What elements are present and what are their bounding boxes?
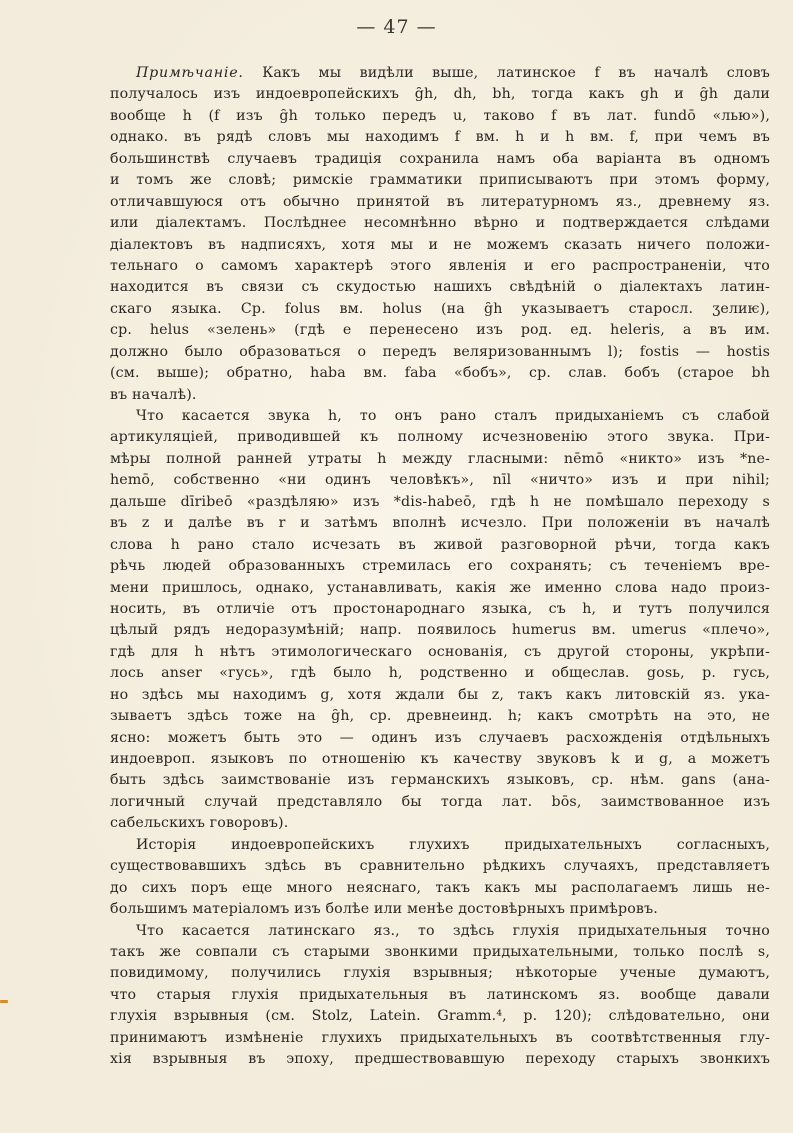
text-line: скаго языка. Ср. folus вм. holus (на g̑h указываетъ старосл. ʒелиѥ),	[110, 300, 770, 317]
text-line: принимаютъ измѣненіе глухихъ придыхательныхъ въ соотвѣтственныя глу-	[110, 1029, 770, 1046]
text-line: индоевроп. языковъ по отношенію къ качеству звуковъ k и g, а можетъ	[110, 751, 770, 767]
text-line: отличавшуюся отъ обычно принятой въ литературномъ яз., древнему яз.	[110, 193, 770, 210]
text-line: артикуляціей, приводившей къ полному исчезновенію этого звука. При-	[110, 429, 770, 446]
text-line: (см. выше); обратно, haba вм. faba «бобъ», ср. слав. бобъ (старое bh	[110, 365, 770, 382]
text-line: hemō, собственно «ни одинъ человѣкъ», nīl «ничто» изъ и при nihil;	[110, 472, 770, 489]
text-line: ясно: можетъ быть это — одинъ изъ случаевъ расхожденія отдѣльныхъ	[110, 729, 770, 746]
text-line: Что касается звука h, то онъ рано сталъ придыханіемъ съ слабой	[136, 408, 770, 424]
text-line: Исторія индоевропейскихъ глухихъ придыхательныхъ согласныхъ,	[136, 836, 770, 853]
text-line: носить, въ отличіе отъ простонароднаго языка, съ h, и тутъ получился	[110, 600, 770, 617]
text-line: сабельскихъ говоровъ).	[110, 815, 289, 832]
text-line: ср. helus «зелень» (гдѣ е перенесено изъ род. ед. heleris, а въ им.	[110, 322, 770, 339]
text-line: зываетъ здѣсь тоже на g̑h, ср. древнеинд. h; какъ смотрѣть на это, не	[110, 708, 770, 725]
text-line: вообще h (f изъ g̑h только передъ u, таково f въ лат. fundō «лью»),	[110, 107, 770, 124]
text-line: большимъ матеріаломъ изъ болѣе или менѣе достовѣрныхъ примѣровъ.	[110, 901, 658, 918]
text-line: Что касается латинскаго яз., то здѣсь глухія придыхательныя точно	[136, 922, 770, 939]
margin-mark	[0, 1000, 8, 1003]
text-line: существовавшихъ здѣсь въ сравнительно рѣдкихъ случаяхъ, представляетъ	[110, 858, 770, 875]
text-line: быть здѣсь заимствованіе изъ германскихъ языковъ, ср. нѣм. gans (ана-	[110, 772, 770, 789]
text-line: однако. въ рядѣ словъ мы находимъ f вм. h и h вм. f, при чемъ въ	[110, 129, 770, 146]
text-line: лось anser «гусь», гдѣ было h, родственно и общеслав. gosь, р. гусь,	[110, 665, 770, 682]
text-line: слова h рано стало исчезать въ живой разговорной рѣчи, тогда какъ	[110, 536, 770, 553]
text-line: большинствѣ случаевъ традиція сохранила намъ оба варіанта въ одномъ	[110, 150, 770, 167]
text-line: діалектовъ въ надписяхъ, хотя мы и не можемъ сказать ничего положи-	[110, 236, 770, 253]
text-line: гдѣ для h нѣтъ этимологическаго основанія, съ другой стороны, укрѣпи-	[110, 643, 770, 660]
text-line: такъ же совпали съ старыми звонкими придыхательными, только послѣ s,	[110, 943, 770, 960]
text-line: мѣры полной ранней утраты h между гласными: nēmō «никто» изъ *ne-	[110, 450, 770, 467]
text-line: тельнаго о самомъ характерѣ этого явленія и его распространеніи, что	[110, 257, 770, 274]
text-line: глухія взрывныя (см. Stolz, Latein. Gramm.⁴, p. 120); слѣдовательно, они	[110, 1008, 770, 1025]
text-line: и томъ же словѣ; римскіе грамматики приписываютъ при этомъ форму,	[110, 172, 770, 189]
text-line: находится въ связи съ скудостью нашихъ свѣдѣній о діалектахъ латин-	[110, 279, 770, 296]
text-line: должно было образоваться о передъ веляризованнымъ l); fostis — hostis	[110, 343, 770, 360]
text-line: Примѣчаніе. Какъ мы видѣли выше, латинское f въ началѣ словъ	[136, 65, 770, 81]
note-heading: Примѣчаніе.	[136, 65, 244, 81]
text-line: рѣчь людей образованныхъ стремилась его сохранять; съ теченіемъ вре-	[110, 558, 770, 575]
text-line: цѣлый рядъ недоразумѣній; напр. появилось humerus вм. umerus «плечо»,	[110, 622, 770, 639]
text-line: но здѣсь мы находимъ g, хотя ждали бы z, такъ какъ литовскій яз. ука-	[110, 686, 770, 703]
text-line: мени пришлось, однако, устанавливать, какія же именно слова надо произ-	[110, 579, 770, 596]
text-line: въ началѣ).	[110, 386, 197, 403]
text-body	[110, 63, 770, 1071]
text-line: хія взрывныя въ эпоху, предшествовавшую переходу старыхъ звонкихъ	[110, 1051, 770, 1068]
page-number: — 47 —	[356, 16, 437, 38]
text-line: въ z и далѣе въ r и затѣмъ вполнѣ исчезло. При положеніи въ началѣ	[110, 515, 770, 532]
text-line: дальше dīribeō «раздѣляю» изъ *dis-habeō, гдѣ h не помѣшало переходу s	[110, 493, 770, 510]
text-line: до сихъ поръ еще много неяснаго, такъ какъ мы располагаемъ лишь не-	[110, 879, 770, 896]
text-line: логичный случай представляло бы тогда лат. bōs, заимствованное изъ	[110, 793, 770, 810]
text-line: получалось изъ индоевропейскихъ g̑h, dh, bh, тогда какъ gh и g̑h дали	[110, 86, 770, 103]
text-line: повидимому, получились глухія взрывныя; нѣкоторые ученые думаютъ,	[110, 965, 770, 982]
text-line: что старыя глухія придыхательныя въ латинскомъ яз. вообще давали	[110, 986, 770, 1003]
text-line: или діалектамъ. Послѣднее несомнѣнно вѣрно и подтверждается слѣдами	[110, 215, 770, 232]
